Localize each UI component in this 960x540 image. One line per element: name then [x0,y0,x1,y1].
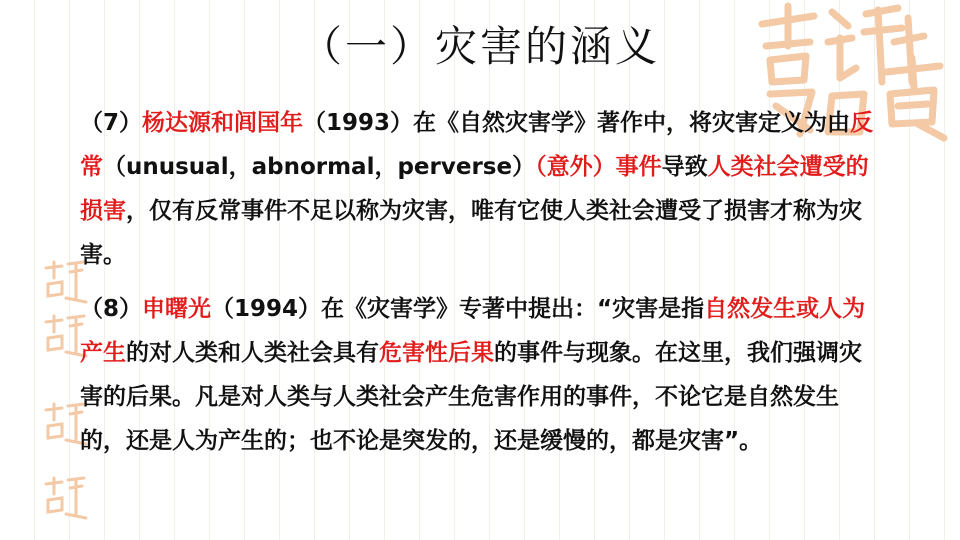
paragraph-text: 的事件与现象。在这里，我们强调灾害的后果。凡是对人类与人类社会产生危害作用的事件，不论它是自然发生的，还是人为产生的；也不论是突发的，还是缓慢的，都是灾害”。 [80,340,862,454]
paragraph-text: 导致 [661,154,708,180]
paragraph-text: （unusual，abnormal，perverse） [103,154,536,180]
paragraph-text: ，仅有反常事件不足以称为灾害，唯有它使人类社会遭受了损害才称为灾害。 [80,198,862,268]
paragraph-number: （7） [80,110,143,136]
slide-title: （一）灾害的涵义 [299,22,660,71]
definition-paragraph-8 [80,287,880,463]
author-names: 杨达源和闾国年 [142,110,304,136]
decorative-seal-icon [40,474,90,524]
paragraph-text: （1994）在《灾害学》专著中提出：“灾害是指 [211,296,705,322]
definition-paragraph-7 [80,101,880,277]
highlight-abnormal: 反常 [80,110,874,180]
highlight-accidental-event: （意外）事件 [535,154,662,180]
highlight-consequence: 危害性后果 [379,340,494,366]
paragraph-text: 的对人类和人类社会具有 [126,340,379,366]
paragraph-text: （1993）在《自然灾害学》著作中，将灾害定义为由 [303,110,851,136]
highlight-harm: 人类社会遭受的损害 [80,154,869,224]
paragraph-number: （8） [80,296,143,322]
author-name: 申曙光 [142,296,212,322]
highlight-origin: 自然发生或人为产生 [80,296,866,366]
